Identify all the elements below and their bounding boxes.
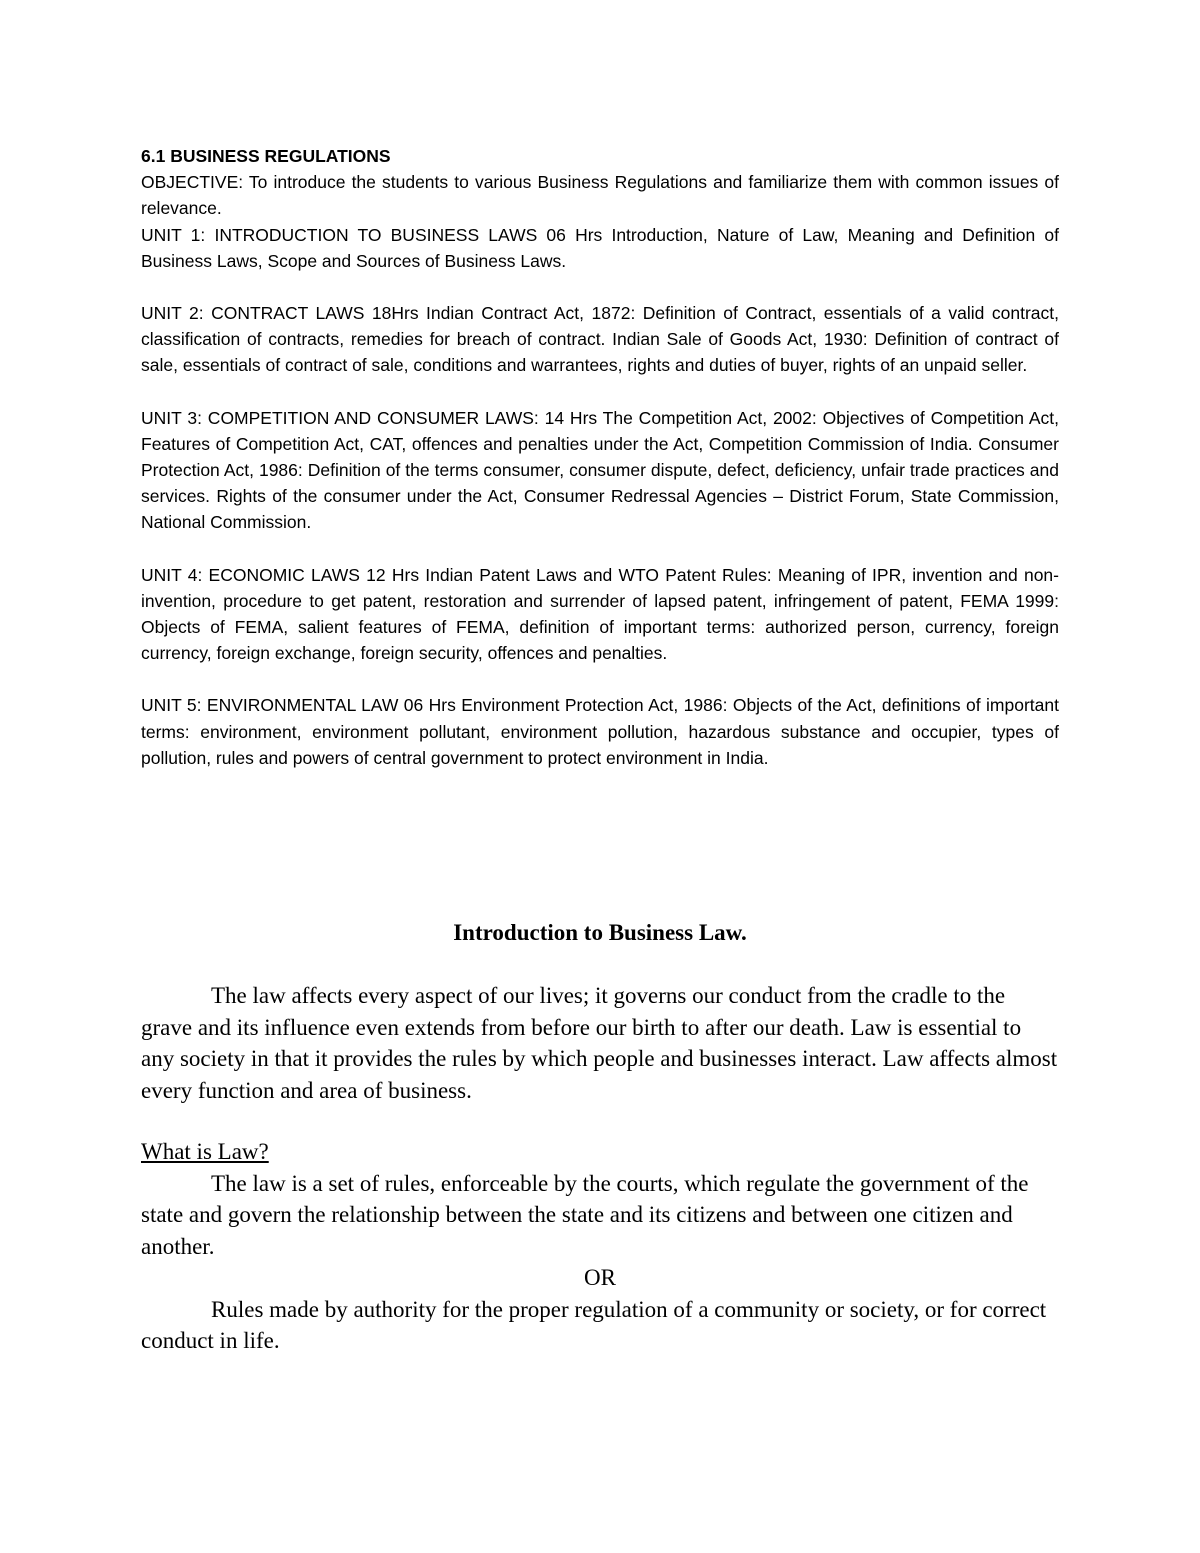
intro-section xyxy=(141,980,1059,1106)
unit-4-text: UNIT 4: ECONOMIC LAWS 12 Hrs Indian Patent Laws and WTO Patent Rules: Meaning of IPR, invention and non-invention, procedure to get patent, restoration and surrender of lapsed patent, infringement of patent, FEMA 1999: Objects of FEMA, salient features of FEMA, definition of important terms: authorized person, currency, foreign currency, foreign exchange, foreign security, offences and penalties. xyxy=(141,564,1059,664)
spacer xyxy=(141,536,1059,562)
or-separator: OR xyxy=(584,1265,616,1290)
spacer xyxy=(141,666,1059,692)
intro-title: Introduction to Business Law. xyxy=(453,920,747,945)
law-definition-1: The law is a set of rules, enforceable by the courts, which regulate the government of the state and govern the relationship between the state and its citizens and between one citizen and another. xyxy=(141,1170,1029,1259)
what-is-law-title: What is Law? xyxy=(141,1139,269,1164)
syllabus-title: 6.1 BUSINESS REGULATIONS xyxy=(141,146,391,166)
objective-text: OBJECTIVE: To introduce the students to various Business Regulations and familiarize them with common issues of relevance. xyxy=(141,172,1059,219)
unit-3-text: UNIT 3: COMPETITION AND CONSUMER LAWS: 14 Hrs The Competition Act, 2002: Objectives of Competition Act, Features of Competition Act, CAT, offences and penalties under the Act, Competition Commission of India. Consumer Protection Act, 1986: Definition of the terms consumer, consumer dispute, defect, deficiency, unfair trade practices and services. Rights of the consumer under the Act, Consumer Redressal Agencies – District Forum, State Commission, National Commission. xyxy=(141,407,1059,533)
unit-1-text: UNIT 1: INTRODUCTION TO BUSINESS LAWS 06 Hrs Introduction, Nature of Law, Meaning and Definition of Business Laws, Scope and Sources of Business Laws. xyxy=(141,224,1059,271)
syllabus-section xyxy=(141,143,1059,771)
spacer xyxy=(141,379,1059,405)
law-definition-2: Rules made by authority for the proper regulation of a community or society, or for correct conduct in life. xyxy=(141,1296,1047,1353)
what-is-law-section xyxy=(141,1136,1059,1357)
intro-paragraph: The law affects every aspect of our lives; it governs our conduct from the cradle to the grave and its influence even extends from before our birth to after our death. Law is essential to any society in that it provides the rules by which people and businesses interact. Law affects almost every function and area of business. xyxy=(141,983,1058,1103)
spacer xyxy=(141,274,1059,300)
unit-5-text: UNIT 5: ENVIRONMENTAL LAW 06 Hrs Environment Protection Act, 1986: Objects of the Act, definitions of important terms: environment, environment pollutant, environment pollution, hazardous substance and occupier, types of pollution, rules and powers of central government to protect environment in India. xyxy=(141,695,1059,768)
unit-2-text: UNIT 2: CONTRACT LAWS 18Hrs Indian Contract Act, 1872: Definition of Contract, essentials of a valid contract, classification of contracts, remedies for breach of contract. Indian Sale of Goods Act, 1930: Definition of contract of sale, essentials of contract of sale, conditions and warrantees, rights and duties of buyer, rights of an unpaid seller. xyxy=(141,303,1059,376)
